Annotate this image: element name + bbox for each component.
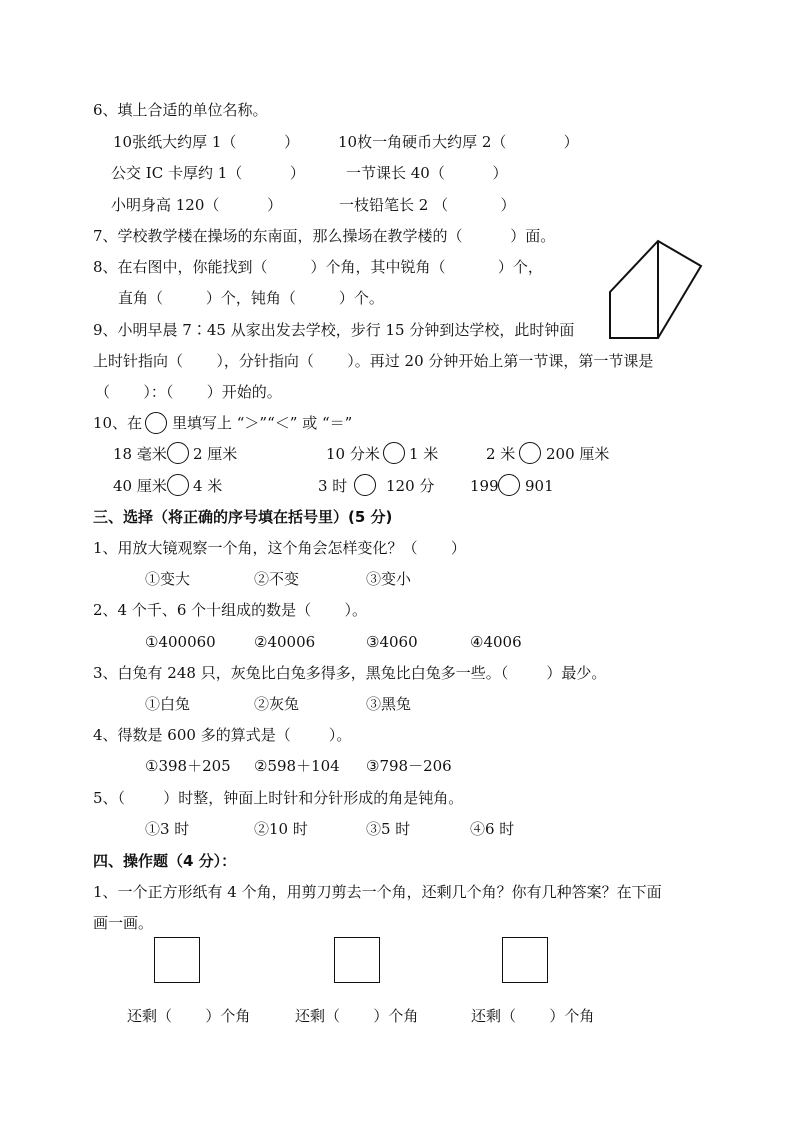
q10-item1-a: 18 毫米 [113, 445, 167, 463]
q9-line2: 上时针指向（ ），分针指向（ ）。再过 20 分钟开始上第一节课，第一节课是 [93, 352, 654, 370]
s3-q2: 2、4 个千、6 个十组成的数是（ ）。 [93, 601, 368, 619]
s3-q1: 1、用放大镜观察一个角，这个角会怎样变化？（ ） [93, 539, 466, 557]
square-1 [154, 937, 200, 983]
q10-item2-a: 10 分米 [326, 445, 380, 463]
q10-example-circle [145, 412, 167, 434]
s3-q5-opt3: ③5 时 [366, 820, 411, 838]
s4-answer-3: 还剩（ ）个角 [471, 1007, 595, 1025]
s3-q4-opt3: ③798－206 [366, 757, 452, 775]
q10-item3-a: 2 米 [486, 445, 516, 463]
q10-item6-a: 199 [470, 477, 499, 495]
q10-suffix: 里填写上 “＞”“＜” 或 “＝” [172, 414, 353, 432]
s4-answer-2: 还剩（ ）个角 [295, 1007, 419, 1025]
q10-item3-b: 200 厘米 [546, 445, 610, 463]
s3-q4: 4、得数是 600 多的算式是（ ）。 [93, 726, 352, 744]
q10-item3-circle[interactable] [519, 442, 541, 464]
s4-q1-line1: 1、一个正方形纸有 4 个角，用剪刀剪去一个角，还剩几个角？你有几种答案？在下面 [93, 883, 662, 901]
s3-q2-opt4: ④4006 [470, 633, 522, 651]
q10-item1-b: 2 厘米 [193, 445, 238, 463]
s3-q2-opt3: ③4060 [366, 633, 418, 651]
q8-figure [600, 235, 710, 345]
s3-q3-opt1: ①白兔 [145, 695, 191, 713]
q10-item1-circle[interactable] [167, 442, 189, 464]
square-2 [334, 937, 380, 983]
s3-q1-opt3: ③变小 [366, 570, 412, 588]
q10-item5-circle[interactable] [354, 474, 376, 496]
section3-heading: 三、选择（将正确的序号填在括号里）(5 分) [93, 508, 393, 526]
s4-q1-line2: 画一画。 [93, 914, 154, 932]
q6-row3-left: 小明身高 120（ ） [111, 196, 283, 214]
q8-line1: 8、在右图中，你能找到（ ）个角，其中锐角（ ）个， [93, 258, 543, 276]
q10-item5-a: 3 时 [318, 477, 348, 495]
q6-row3-right: 一枝铅笔长 2 （ ） [339, 196, 516, 214]
q9-line1: 9、小明早晨 7∶45 从家出发去学校，步行 15 分钟到达学校，此时钟面 [93, 321, 575, 339]
q10-prefix: 10、在 [93, 414, 143, 432]
s3-q5-opt2: ②10 时 [254, 820, 308, 838]
s3-q4-opt1: ①398＋205 [145, 757, 231, 775]
s3-q4-opt2: ②598＋104 [254, 757, 340, 775]
q10-item5-b: 120 分 [386, 477, 435, 495]
q6-title: 6、填上合适的单位名称。 [93, 101, 268, 119]
q10-item4-a: 40 厘米 [113, 477, 167, 495]
s3-q1-opt1: ①变大 [145, 570, 191, 588]
q8-line2: 直角（ ）个，钝角（ ）个。 [118, 289, 384, 307]
q6-row2-left: 公交 IC 卡厚约 1（ ） [111, 164, 305, 182]
s3-q2-opt1: ①400060 [145, 633, 216, 651]
q10-item2-b: 1 米 [409, 445, 439, 463]
s3-q2-opt2: ②40006 [254, 633, 316, 651]
q7-text: 7、学校教学楼在操场的东南面，那么操场在教学楼的（ ）面。 [93, 227, 556, 245]
q10-item6-circle[interactable] [498, 474, 520, 496]
s3-q5-opt1: ①3 时 [145, 820, 190, 838]
q10-item4-circle[interactable] [167, 474, 189, 496]
section4-heading: 四、操作题（4 分）： [93, 852, 237, 870]
q6-row1-left: 10张纸大约厚 1（ ） [113, 133, 300, 151]
s3-q3: 3、白兔有 248 只，灰兔比白兔多得多，黑兔比白兔多一些。（ ）最少。 [93, 664, 607, 682]
square-3 [502, 937, 548, 983]
s3-q5-opt4: ④6 时 [470, 820, 515, 838]
q6-row2-right: 一节课长 40（ ） [346, 164, 508, 182]
s4-answer-1: 还剩（ ）个角 [127, 1007, 251, 1025]
q10-item4-b: 4 米 [193, 477, 223, 495]
s3-q3-opt2: ②灰兔 [254, 695, 300, 713]
s3-q1-opt2: ②不变 [254, 570, 300, 588]
s3-q3-opt3: ③黑兔 [366, 695, 412, 713]
q6-row1-right: 10枚一角硬币大约厚 2（ ） [338, 133, 579, 151]
q10-item6-b: 901 [525, 477, 554, 495]
s3-q5: 5、（ ）时整，钟面上时针和分针形成的角是钝角。 [93, 789, 464, 807]
q9-line3: （ ）：（ ）开始的。 [95, 383, 282, 401]
q10-item2-circle[interactable] [383, 442, 405, 464]
